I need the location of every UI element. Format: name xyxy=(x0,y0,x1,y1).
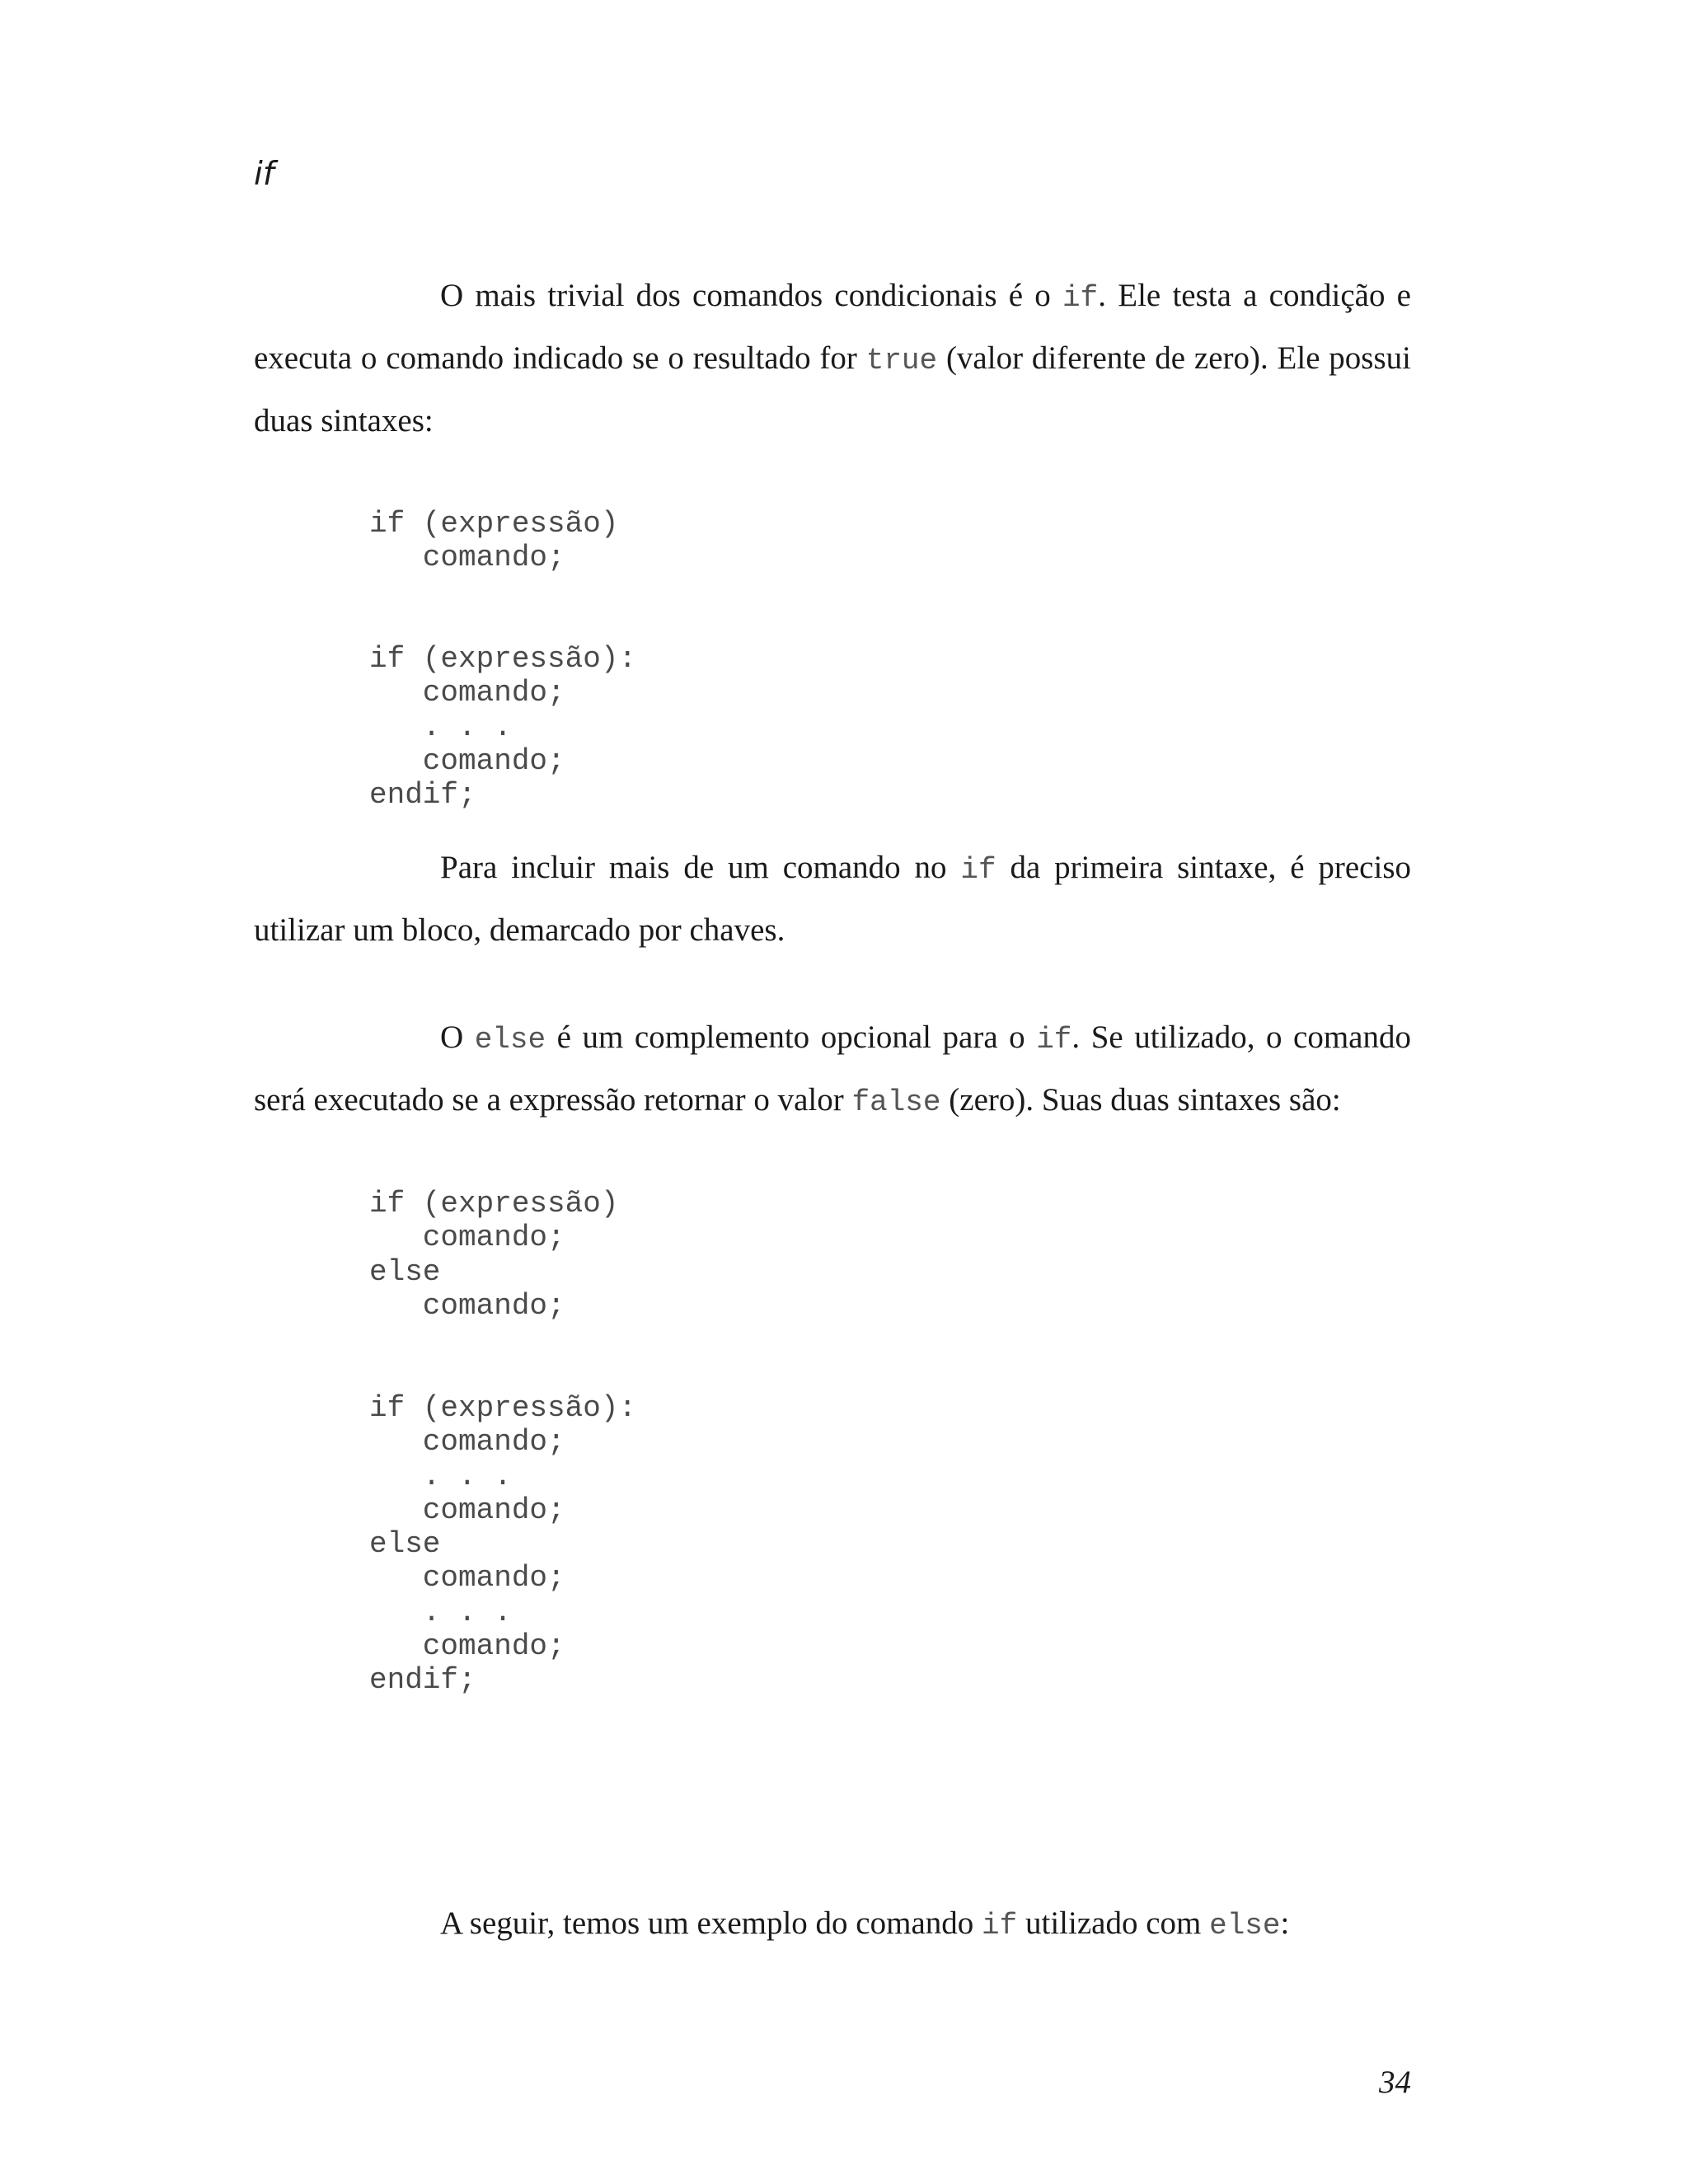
text-run: utilizado com xyxy=(1017,1905,1210,1941)
inline-code-true: true xyxy=(865,344,938,377)
inline-code-if: if xyxy=(1036,1023,1072,1057)
paragraph-example xyxy=(254,1893,1411,1956)
inline-code-if: if xyxy=(1062,281,1099,315)
code-block-else-syntax-2: if (expressão): comando; . . . comando; else comando; . . . comando; endif; xyxy=(369,1391,637,1698)
text-run: O mais trivial dos comandos condicionais é o xyxy=(440,278,1063,313)
text-run: (valor diferente de zero). Ele possui duas sintaxes: xyxy=(254,340,1411,438)
text-run: da primeira sintaxe, é preciso utilizar um bloco, demarcado por chaves. xyxy=(254,850,1411,948)
code-block-else-syntax-1: if (expressão) comando; else comando; xyxy=(369,1187,619,1323)
text-run: . Se utilizado, o comando será executado se a expressão retornar o valor xyxy=(254,1019,1411,1118)
text-run: : xyxy=(1280,1905,1290,1941)
text-run: Para incluir mais de um comando no xyxy=(440,850,961,885)
page-number: 34 xyxy=(1379,2064,1411,2100)
code-block-if-syntax-2: if (expressão): comando; . . . comando; endif; xyxy=(369,642,637,813)
inline-code-false: false xyxy=(851,1085,941,1119)
section-heading: if xyxy=(254,156,274,193)
inline-code-if: if xyxy=(982,1909,1018,1943)
text-run: . Ele testa a condição e executa o comando indicado se o resultado for xyxy=(254,278,1411,376)
inline-code-if: if xyxy=(960,853,996,887)
text-run: O xyxy=(440,1019,475,1055)
paragraph-else xyxy=(254,1007,1411,1132)
text-run: (zero). Suas duas sintaxes são: xyxy=(940,1082,1341,1118)
inline-code-else: else xyxy=(1209,1909,1281,1943)
text-run: é um complemento opcional para o xyxy=(546,1019,1037,1055)
text-run: A seguir, temos um exemplo do comando xyxy=(440,1905,982,1941)
code-block-if-syntax-1: if (expressão) comando; xyxy=(369,507,619,575)
paragraph-block xyxy=(254,837,1411,960)
paragraph-intro xyxy=(254,265,1411,451)
inline-code-else: else xyxy=(474,1023,546,1057)
